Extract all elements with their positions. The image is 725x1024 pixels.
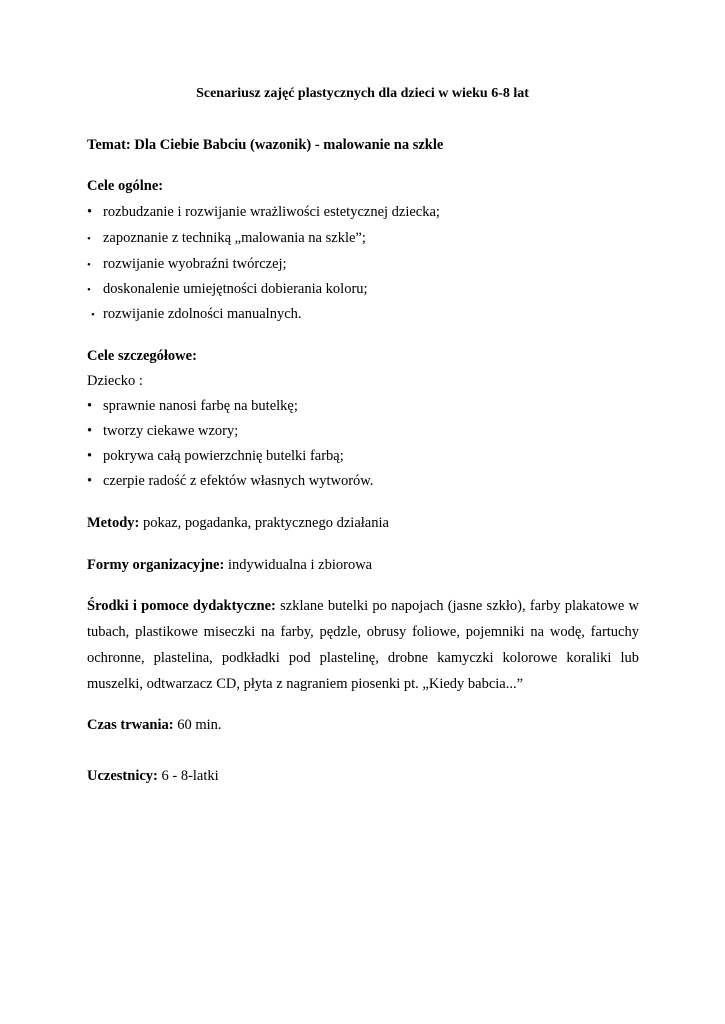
resources-value: szklane butelki po napojach (jasne szkło), farby plakatowe w tubach, plastikowe miseczki na farby, pędzle, obrusy foliowe, pojemniki na wodę, fartuchy ochronne, plastelina, podkładki pod plastelinę, drobne kamyczki kolorowe koraliki lub muszelki, odtwarzacz CD, płyta z nagraniem piosenki pt. „Kiedy babcia...” (87, 598, 639, 692)
general-goal-item (87, 281, 368, 298)
general-goal-text: zapoznanie z techniką „malowania na szkle”; (103, 230, 366, 246)
specific-goal-text: czerpie radość z efektów własnych wytworów. (103, 473, 374, 489)
bullet-icon: • (87, 423, 93, 439)
methods-label: Metody: (87, 515, 140, 531)
general-goals-heading: Cele ogólne: (87, 178, 164, 194)
bullet-icon: • (87, 473, 93, 489)
forms-value: indywidualna i zbiorowa (224, 557, 373, 573)
forms-line (87, 557, 372, 574)
specific-goal-item (87, 398, 298, 415)
general-goal-text: rozwijanie wyobraźni twórczej; (103, 256, 287, 272)
specific-goal-item (87, 423, 238, 440)
topic-heading: Temat: Dla Ciebie Babciu (wazonik) - malowanie na szkle (87, 137, 444, 153)
bullet-icon: • (87, 204, 93, 220)
specific-goal-item (87, 448, 344, 465)
document-title: Scenariusz zajęć plastycznych dla dzieci w wieku 6-8 lat (196, 86, 529, 101)
forms-label: Formy organizacyjne: (87, 557, 225, 573)
duration-label: Czas trwania: (87, 717, 174, 733)
bullet-icon: • (91, 309, 95, 321)
participants-value: 6 - 8-latki (157, 768, 219, 784)
resources-label: Środki i pomoce dydaktyczne: (87, 598, 276, 614)
general-goal-text: doskonalenie umiejętności dobierania koloru; (103, 281, 368, 297)
specific-goals-heading: Cele szczegółowe: (87, 348, 197, 364)
general-goal-item (87, 230, 366, 247)
bullet-icon: • (87, 284, 91, 296)
duration-line (87, 717, 222, 734)
duration-value: 60 min. (173, 717, 222, 733)
bullet-icon: • (87, 398, 93, 414)
bullet-icon: • (87, 233, 91, 245)
bullet-icon: • (87, 259, 91, 271)
resources-paragraph (87, 593, 639, 697)
specific-goal-text: pokrywa całą powierzchnię butelki farbą; (103, 448, 344, 464)
participants-line (87, 768, 219, 785)
specific-goals-subject: Dziecko : (87, 373, 143, 389)
general-goal-text: rozwijanie zdolności manualnych. (103, 306, 302, 322)
general-goal-item (87, 204, 440, 221)
general-goal-item (87, 256, 287, 273)
participants-label: Uczestnicy: (87, 768, 158, 784)
bullet-icon: • (87, 448, 93, 464)
methods-value: pokaz, pogadanka, praktycznego działania (139, 515, 389, 531)
specific-goal-text: tworzy ciekawe wzory; (103, 423, 239, 439)
general-goal-item (91, 306, 302, 323)
specific-goal-text: sprawnie nanosi farbę na butelkę; (103, 398, 298, 414)
general-goal-text: rozbudzanie i rozwijanie wrażliwości estetycznej dziecka; (103, 204, 440, 220)
specific-goal-item (87, 473, 373, 490)
methods-line (87, 515, 389, 532)
